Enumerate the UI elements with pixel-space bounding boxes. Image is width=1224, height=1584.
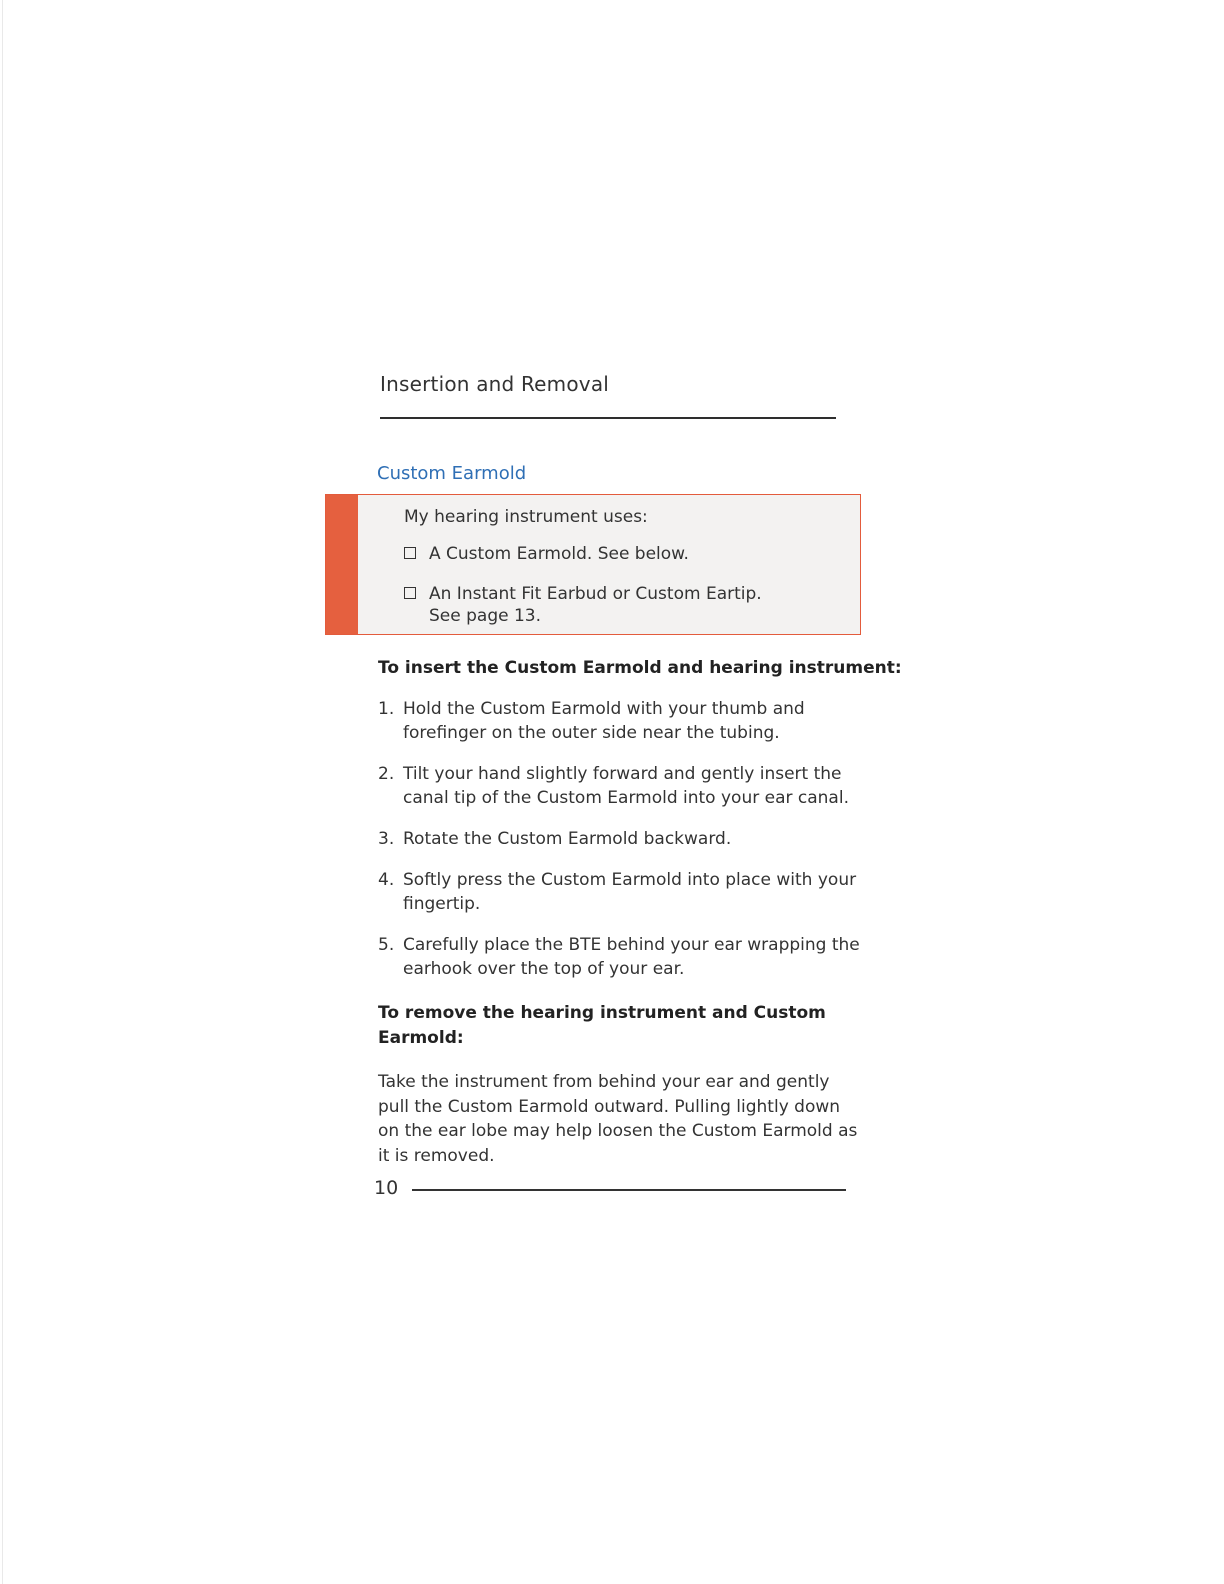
option-label: A Custom Earmold. See below. — [429, 544, 689, 564]
page-number: 10 — [374, 1177, 399, 1199]
header-divider — [380, 417, 836, 419]
option-label: An Instant Fit Earbud or Custom Eartip. — [429, 584, 762, 604]
step-number: 1. — [378, 699, 395, 719]
insert-heading: To insert the Custom Earmold and hearing instrument: — [378, 658, 902, 678]
callout-box — [325, 494, 861, 635]
option-label-line2: See page 13. — [429, 606, 542, 626]
step-text: Softly press the Custom Earmold into place with your fingertip. — [403, 870, 857, 914]
step-number: 5. — [378, 935, 395, 955]
step-item — [378, 933, 868, 981]
page-edge — [2, 0, 3, 1584]
subheading-custom-earmold: Custom Earmold — [377, 463, 527, 484]
step-number: 2. — [378, 764, 395, 784]
step-item — [378, 868, 868, 916]
step-text: Hold the Custom Earmold with your thumb and forefinger on the outer side near the tubing. — [403, 699, 805, 743]
step-item — [378, 762, 868, 810]
checkbox-icon[interactable] — [404, 587, 416, 599]
option-custom-earmold[interactable] — [404, 543, 689, 565]
step-text: Tilt your hand slightly forward and gently insert the canal tip of the Custom Earmold into your ear canal. — [403, 764, 849, 808]
step-item — [378, 827, 868, 851]
section-header: Insertion and Removal — [380, 372, 610, 396]
step-number: 4. — [378, 870, 395, 890]
step-item — [378, 697, 868, 745]
step-text: Rotate the Custom Earmold backward. — [403, 829, 732, 849]
callout-accent-bar — [326, 495, 358, 634]
remove-instructions: Take the instrument from behind your ear and gently pull the Custom Earmold outward. Pulling lightly down on the ear lobe may help loosen the Custom Earmold as it is removed. — [378, 1072, 858, 1166]
callout-intro: My hearing instrument uses: — [404, 507, 648, 527]
step-text: Carefully place the BTE behind your ear wrapping the earhook over the top of your ear. — [403, 935, 860, 979]
checkbox-icon[interactable] — [404, 547, 416, 559]
option-instant-fit[interactable] — [404, 583, 762, 627]
insert-steps-list — [378, 697, 868, 998]
remove-heading: To remove the hearing instrument and Custom Earmold: — [378, 1003, 826, 1048]
footer-divider — [412, 1189, 846, 1191]
step-number: 3. — [378, 829, 395, 849]
